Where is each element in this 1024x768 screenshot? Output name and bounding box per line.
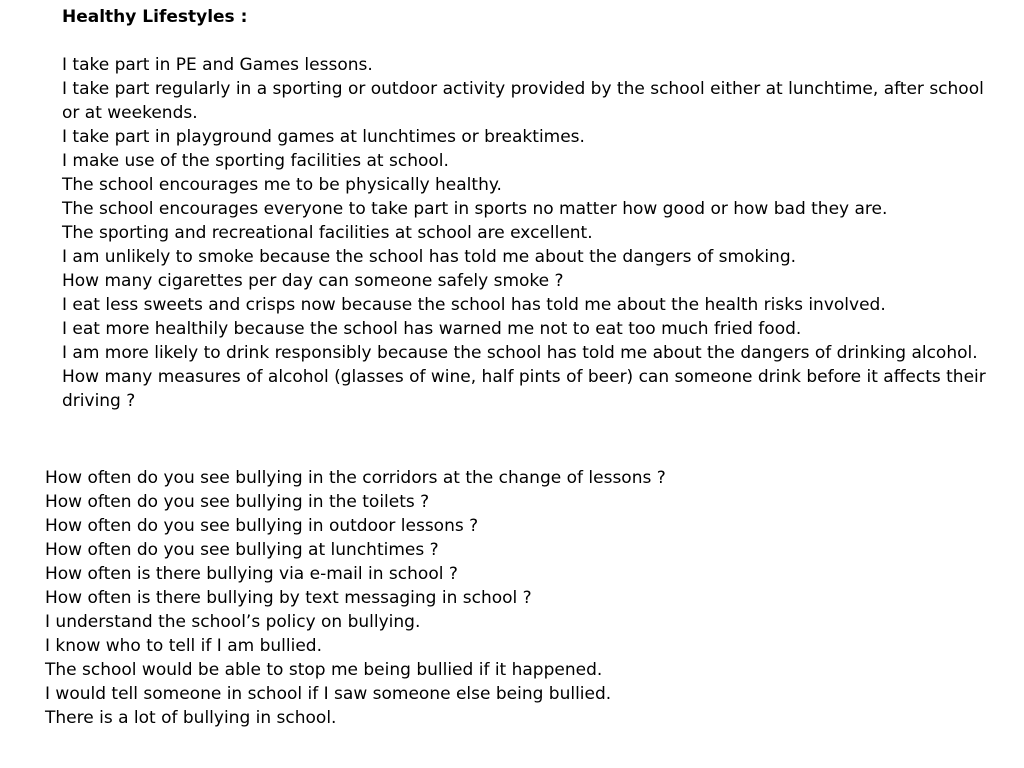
title-spacer bbox=[62, 29, 1002, 53]
question-bullying-toilets: How often do you see bullying in the toilets ? bbox=[45, 492, 430, 512]
healthy-lifestyles-list bbox=[62, 53, 1002, 413]
statement-physically-healthy: The school encourages me to be physically healthy. bbox=[62, 175, 502, 195]
statement-fried-food: I eat more healthily because the school has warned me not to eat too much fried food. bbox=[62, 319, 802, 339]
question-bullying-lunchtimes: How often do you see bullying at lunchtimes ? bbox=[45, 540, 439, 560]
question-bullying-email: How often is there bullying via e-mail in school ? bbox=[45, 564, 458, 584]
statement-tell-someone: I would tell someone in school if I saw someone else being bullied. bbox=[45, 684, 612, 704]
question-alcohol-driving: How many measures of alcohol (glasses of wine, half pints of beer) can someone drink before it affects their driving ? bbox=[62, 367, 986, 411]
question-bullying-text-messaging: How often is there bullying by text messaging in school ? bbox=[45, 588, 532, 608]
question-bullying-outdoor-lessons: How often do you see bullying in outdoor lessons ? bbox=[45, 516, 479, 536]
statement-sporting-activity: I take part regularly in a sporting or outdoor activity provided by the school either at lunchtime, after school or at weekends. bbox=[62, 79, 984, 123]
statement-know-who-to-tell: I know who to tell if I am bullied. bbox=[45, 636, 322, 656]
healthy-lifestyles-section bbox=[62, 5, 1002, 413]
question-bullying-corridors: How often do you see bullying in the corridors at the change of lessons ? bbox=[45, 468, 666, 488]
statement-everyone-sports: The school encourages everyone to take part in sports no matter how good or how bad they are. bbox=[62, 199, 888, 219]
statement-smoking: I am unlikely to smoke because the school has told me about the dangers of smoking. bbox=[62, 247, 797, 267]
statement-playground-games: I take part in playground games at lunchtimes or breaktimes. bbox=[62, 127, 585, 147]
statement-sweets-crisps: I eat less sweets and crisps now because the school has told me about the health risks involved. bbox=[62, 295, 886, 315]
statement-facilities-excellent: The sporting and recreational facilities at school are excellent. bbox=[62, 223, 593, 243]
question-cigarettes: How many cigarettes per day can someone safely smoke ? bbox=[62, 271, 564, 291]
statement-school-stop-bullying: The school would be able to stop me being bullied if it happened. bbox=[45, 660, 603, 680]
statement-drink-responsibly: I am more likely to drink responsibly because the school has told me about the dangers of drinking alcohol. bbox=[62, 343, 978, 363]
statement-bullying-policy: I understand the school’s policy on bullying. bbox=[45, 612, 421, 632]
bullying-list bbox=[45, 466, 945, 730]
section-title: Healthy Lifestyles : bbox=[62, 7, 248, 27]
statement-lot-of-bullying: There is a lot of bullying in school. bbox=[45, 708, 337, 728]
statement-pe-games: I take part in PE and Games lessons. bbox=[62, 55, 373, 75]
statement-sporting-facilities: I make use of the sporting facilities at school. bbox=[62, 151, 449, 171]
bullying-section bbox=[45, 466, 945, 730]
